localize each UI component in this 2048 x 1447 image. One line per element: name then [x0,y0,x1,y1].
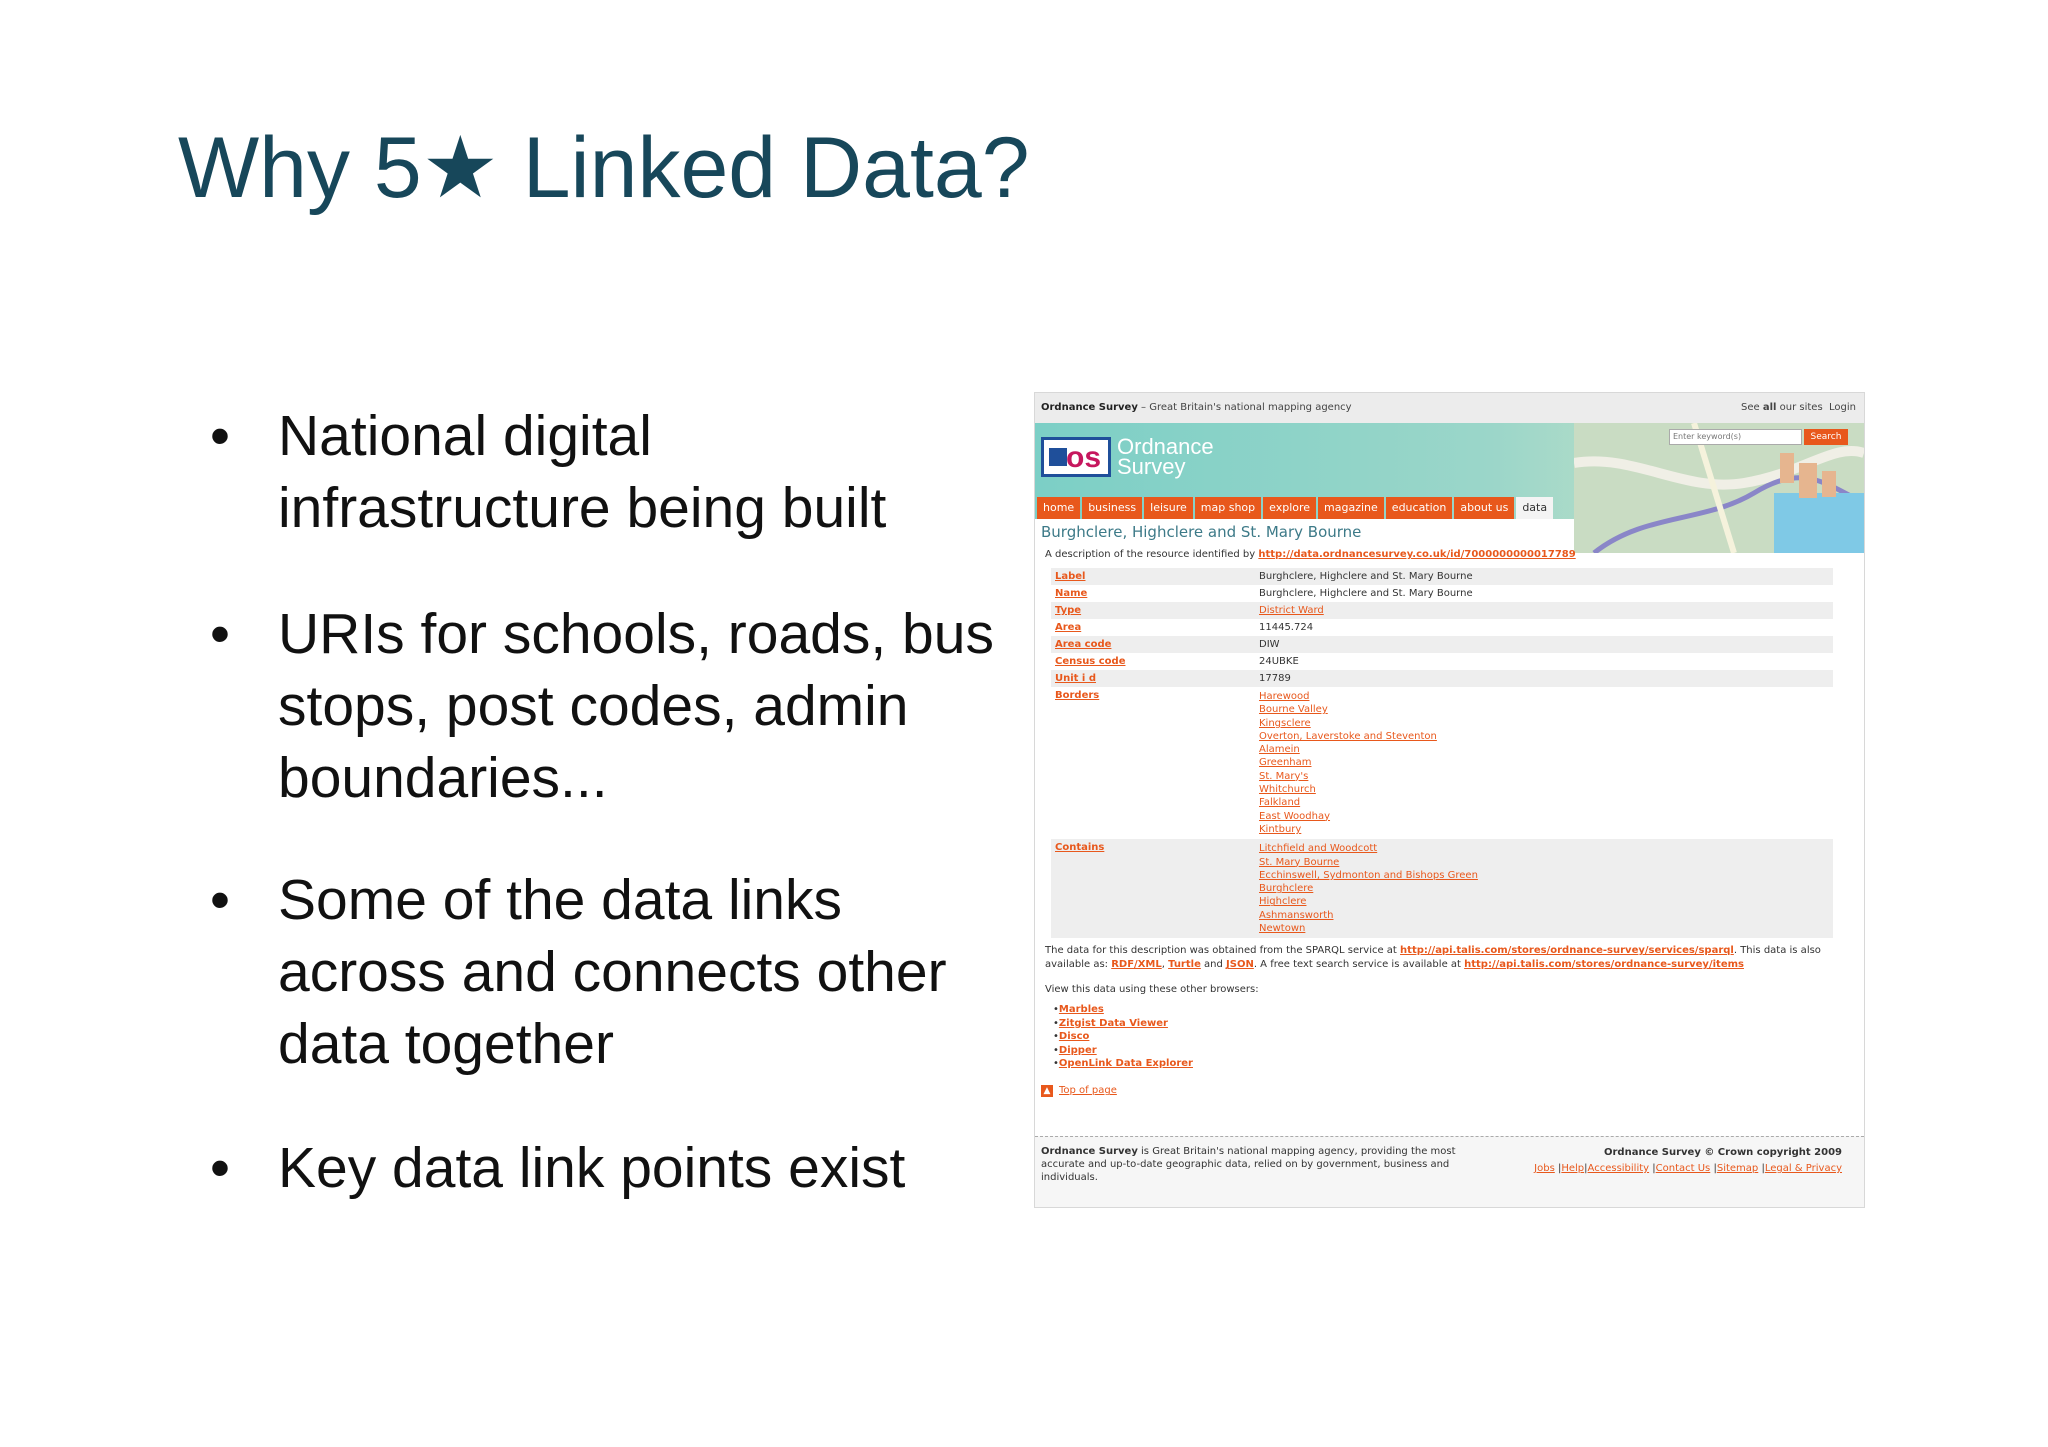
os-footer-right [1534,1145,1842,1177]
bullet-text: National digital infrastructure being built [278,404,887,540]
os-login-link[interactable]: Login [1829,402,1856,413]
os-prop-label[interactable]: Area [1051,619,1255,636]
os-prop-label[interactable]: Unit i d [1051,670,1255,687]
bullet-text: Key data link points exist [278,1136,906,1200]
os-logo-badge-text: os [1066,441,1102,474]
os-prop-value: Burghclere, Highclere and St. Mary Bourne [1255,585,1833,602]
os-tab-map-shop[interactable]: map shop [1195,497,1261,519]
os-border-link[interactable]: Bourne Valley [1259,704,1328,716]
os-browser-link[interactable]: Disco [1058,1031,1090,1043]
slide-title: Why 5★ Linked Data? [178,120,1030,216]
os-prop-label[interactable]: Type [1051,602,1255,619]
os-footer-link-accessibility[interactable]: Accessibility [1587,1163,1650,1174]
table-row [1051,636,1833,653]
os-footer-about [1041,1145,1471,1184]
os-border-link[interactable]: Kingsclere [1259,717,1311,729]
list-item [1053,1003,1858,1017]
bullet-list [205,400,995,1204]
os-resource-uri-link[interactable]: http://data.ordnancesurvey.co.uk/id/7000000000017789 [1258,549,1576,560]
os-footer-desc: is Great Britain's national mapping agency, providing the most accurate and up-to-date geographic data, relied on by government, business and individuals. [1041,1146,1456,1183]
os-footer-name: Ordnance Survey [1041,1146,1138,1157]
bullet-marker: • [210,404,230,468]
os-browser-link[interactable]: Zitgist Data Viewer [1058,1017,1168,1029]
os-tab-home[interactable]: home [1037,497,1080,519]
bullet-item [205,598,995,814]
os-browser-link[interactable]: Marbles [1058,1004,1104,1016]
os-browser-link[interactable]: Dipper [1058,1044,1097,1056]
os-border-link[interactable]: St. Mary's [1259,770,1309,782]
os-top-of-page-link[interactable]: Top of page [1059,1085,1117,1097]
os-top-of-page[interactable] [1041,1085,1858,1097]
os-contains-link[interactable]: Highclere [1259,896,1307,908]
table-row [1051,839,1833,938]
os-agency-tagline: – Great Britain's national mapping agency [1137,402,1352,413]
os-property-table [1051,568,1833,938]
os-sparql-text: The data for this description was obtained from the SPARQL service at [1045,945,1401,957]
os-prop-value: 24UBKE [1255,653,1833,670]
os-footer-links: Jobs |Help|Accessibility |Contact Us |Sitemap |Legal & Privacy [1534,1163,1842,1174]
os-contains-link[interactable]: St. Mary Bourne [1259,856,1340,868]
os-border-link[interactable]: Falkland [1259,797,1301,809]
os-see-all-link[interactable]: all [1762,402,1777,413]
os-borders-list [1255,687,1833,839]
os-resource-description [1045,549,1858,560]
bullet-item [205,1132,995,1204]
os-sparql-text: and [1200,959,1227,971]
os-banner [1035,423,1864,519]
os-contains-list [1255,839,1833,938]
os-sparql-link[interactable]: http://api.talis.com/stores/ordnance-survey/services/sparql [1400,945,1734,957]
os-prop-value: 17789 [1255,670,1833,687]
os-tab-magazine[interactable]: magazine [1318,497,1384,519]
os-rdfxml-link[interactable]: RDF/XML [1111,959,1162,971]
os-prop-label[interactable]: Area code [1051,636,1255,653]
os-prop-label[interactable]: Borders [1051,687,1255,839]
list-item [1053,1017,1858,1031]
os-contains-link[interactable]: Ecchinswell, Sydmonton and Bishops Green [1259,869,1478,881]
os-tab-about-us[interactable]: about us [1454,497,1514,519]
os-prop-label[interactable]: Contains [1051,839,1255,938]
os-tab-explore[interactable]: explore [1263,497,1316,519]
os-border-link[interactable]: East Woodhay [1259,810,1331,822]
os-topbar-right [1741,393,1856,423]
table-row [1051,653,1833,670]
bullet-text: Some of the data links across and connects other data together [278,868,947,1076]
list-item [1053,1057,1858,1071]
os-border-link[interactable]: Harewood [1259,691,1310,702]
os-contains-link[interactable]: Burghclere [1259,883,1314,895]
table-row [1051,687,1833,839]
arrow-up-icon: ▲ [1041,1085,1053,1097]
os-footer-link-contact[interactable]: Contact Us [1655,1163,1711,1174]
os-browser-link[interactable]: OpenLink Data Explorer [1058,1058,1193,1070]
os-search-service-link[interactable]: http://api.talis.com/stores/ordnance-survey/items [1464,959,1744,971]
os-border-link[interactable]: Alamein [1259,744,1300,756]
os-prop-value [1255,602,1833,619]
os-footer-link-help[interactable]: Help [1561,1163,1585,1174]
os-contains-link[interactable]: Ashmansworth [1259,909,1334,921]
os-tab-data[interactable]: data [1516,497,1553,519]
os-sparql-text: . This data is also available as: [1045,945,1821,971]
list-item [1053,1030,1858,1044]
os-copyright: Ordnance Survey © Crown copyright 2009 [1604,1147,1842,1158]
list-item [1053,1044,1858,1058]
os-sparql-note [1045,944,1854,972]
os-tab-education[interactable]: education [1386,497,1453,519]
os-content [1035,519,1864,1101]
os-logo-name [1117,434,1214,479]
os-prop-value: DIW [1255,636,1833,653]
os-contains-link[interactable]: Newtown [1259,923,1306,935]
table-row [1051,670,1833,687]
os-footer-link-jobs[interactable]: Jobs [1534,1163,1555,1174]
os-prop-label[interactable]: Census code [1051,653,1255,670]
bullet-marker: • [210,1136,230,1200]
ordnance-survey-screenshot [1034,392,1865,1208]
os-logo[interactable] [1041,434,1241,479]
os-prop-value: 11445.724 [1255,619,1833,636]
os-turtle-link[interactable]: Turtle [1168,959,1201,971]
bullet-marker: • [210,868,230,932]
bullet-item [205,864,995,1080]
os-prop-label[interactable]: Name [1051,585,1255,602]
os-logo-badge [1041,437,1111,477]
os-border-link[interactable]: Greenham [1259,757,1312,769]
bullet-item [205,400,995,544]
os-nav [1037,497,1553,519]
table-row [1051,619,1833,636]
os-desc-prefix: A description of the resource identified by [1045,549,1259,560]
os-contains-link[interactable]: Litchfield and Woodcott [1259,843,1378,855]
os-resource-heading: Burghclere, Highclere and St. Mary Bourne [1041,523,1362,541]
os-tab-leisure[interactable]: leisure [1144,497,1193,519]
os-view-browsers-text: View this data using these other browsers: [1045,984,1259,996]
os-sparql-text: , [1161,959,1169,971]
table-row [1051,568,1833,585]
os-logo-name-line1: Ordnance [1117,434,1214,459]
os-footer [1035,1136,1864,1207]
os-json-link[interactable]: JSON [1226,959,1254,971]
os-logo-name-line2: Survey [1117,454,1186,479]
os-border-link[interactable]: Whitchurch [1259,784,1316,796]
os-tab-business[interactable]: business [1082,497,1142,519]
os-footer-link-sitemap[interactable]: Sitemap [1716,1163,1759,1174]
os-border-link[interactable]: Overton, Laverstoke and Steventon [1259,730,1437,742]
table-row [1051,585,1833,602]
os-border-link[interactable]: Kintbury [1259,823,1302,835]
table-row [1051,602,1833,619]
os-search-input[interactable]: Enter keyword(s) [1669,429,1802,445]
os-type-link[interactable]: District Ward [1259,605,1324,616]
os-prop-value: Burghclere, Highclere and St. Mary Bourne [1255,568,1833,585]
os-prop-label[interactable]: Label [1051,568,1255,585]
os-sparql-text: . A free text search service is available at [1253,959,1465,971]
os-agency-name: Ordnance Survey [1041,402,1138,413]
os-see-prefix: See [1741,402,1763,413]
bullet-text: URIs for schools, roads, bus stops, post codes, admin boundaries... [278,602,994,810]
os-topbar [1035,393,1864,423]
os-search-button[interactable]: Search [1804,429,1848,445]
os-browser-list [1053,1003,1858,1071]
bullet-marker: • [210,602,230,666]
os-agency [1041,402,1352,413]
os-footer-link-legal[interactable]: Legal & Privacy [1764,1163,1842,1174]
os-see-suffix: our sites [1776,402,1823,413]
